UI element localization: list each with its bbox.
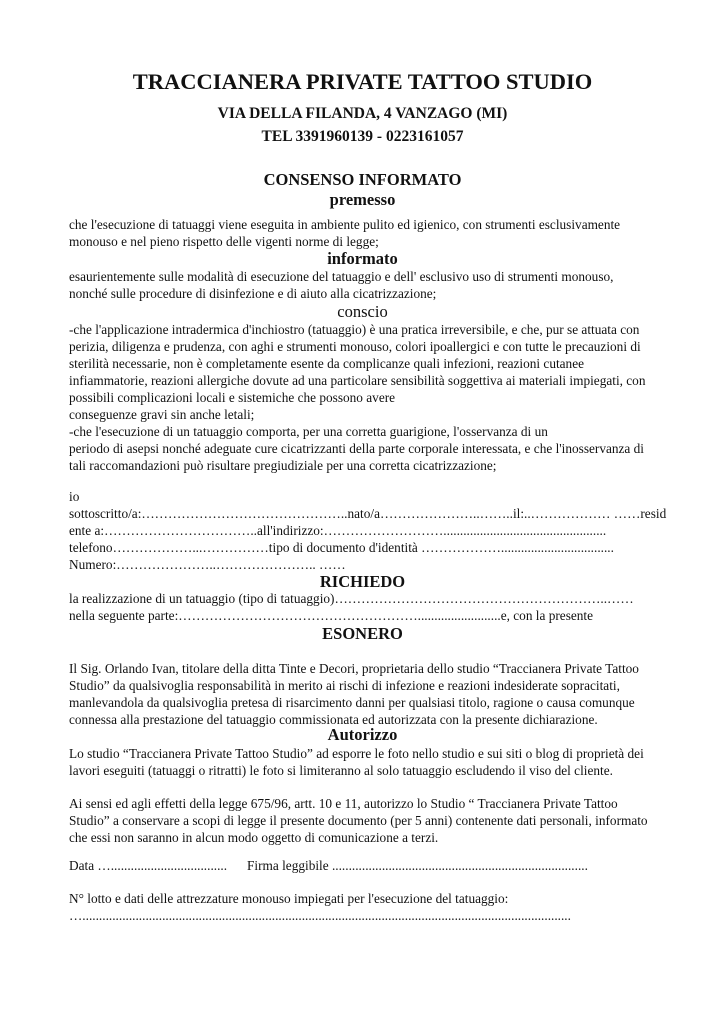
conscio-line-5: possibili complicazioni locali e sistemiche che possono avere	[69, 390, 396, 405]
richiedo-heading: RICHIEDO	[319, 572, 406, 591]
autorizzo-heading: Autorizzo	[327, 725, 398, 744]
autorizzo-line-2: lavori eseguiti (tatuaggi o ritratti) le foto si limiteranno al solo tatuaggio escludendo il viso del cliente.	[69, 763, 613, 778]
studio-address: VIA DELLA FILANDA, 4 VANZAGO (MI)	[217, 105, 508, 122]
form-line-telefono[interactable]: telefono………………...……………tipo di documento d'identità ………………..................................	[69, 540, 614, 555]
esonero-line-3: manlevandola da qualsivoglia pretesa di risarcimento danni per qualsiasi titolo, ragione o causa comunque	[69, 695, 635, 710]
conscio-line-9: tali raccomandazioni può risultare pregiudiziale per una corretta cicatrizzazione;	[69, 458, 497, 473]
consent-title: CONSENSO INFORMATO	[263, 170, 462, 189]
lot-label: N° lotto e dati delle attrezzature monouso impiegati per l'esecuzione del tatuaggio:	[69, 891, 509, 906]
autorizzo-line-1: Lo studio “Traccianera Private Tattoo Studio” ad esporre le foto nello studio e sui siti o blog di proprietà dei	[69, 746, 644, 761]
premesso-line-2: monouso e nel pieno rispetto delle vigenti norme di legge;	[69, 234, 379, 249]
conscio-line-6: conseguenze gravi sin anche letali;	[69, 407, 255, 422]
esonero-line-2: Studio” da qualsivoglia responsabilità in merito ai rischi di infezione e reazioni indesiderate sopracitati,	[69, 678, 620, 693]
form-line-io: io	[69, 489, 80, 504]
premesso-heading: premesso	[329, 190, 396, 209]
date-signature-line[interactable]: Data …................................... Firma leggibile .............................................................................	[69, 858, 588, 873]
richiedo-line-2[interactable]: nella seguente parte:……………………………………………….........................e, con la presente	[69, 608, 594, 623]
premesso-line-1: che l'esecuzione di tatuaggi viene eseguita in ambiente pulito ed igienico, con strumenti esclusivamente	[69, 217, 621, 232]
conscio-line-7: -che l'esecuzione di un tatuaggio comporta, per una corretta guarigione, l'osservanza di un	[69, 424, 548, 439]
form-line-numero[interactable]: Numero:…………………..………………….. ……	[69, 557, 346, 572]
conscio-line-1: -che l'applicazione intradermica d'inchiostro (tatuaggio) è una pratica irreversibile, e che, pur se attuata con	[69, 322, 640, 337]
studio-name: TRACCIANERA PRIVATE TATTOO STUDIO	[132, 69, 593, 94]
informato-line-2: nonché sulle procedure di disinfezione e di aiuto alla cicatrizzazione;	[69, 286, 437, 301]
conscio-heading: conscio	[337, 302, 388, 321]
esonero-heading: ESONERO	[322, 624, 403, 643]
esonero-line-1: Il Sig. Orlando Ivan, titolare della ditta Tinte e Decori, proprietaria dello studio “Traccianera Private Tattoo	[69, 661, 639, 676]
form-line-residenza[interactable]: ente a:……………………………..all'indirizzo:……………………….................................................	[69, 523, 607, 538]
informato-line-1: esaurientemente sulle modalità di esecuzione del tatuaggio e dell' esclusivo uso di strumenti monouso,	[69, 269, 614, 284]
lot-field[interactable]: …...................................................................................................................................................	[69, 908, 571, 923]
conscio-line-3: sterilità necessarie, non è completamente esente da complicanze quali infezioni, reazioni cutanee	[69, 356, 585, 371]
esonero-line-4: connessa alla prestazione del tatuaggio commissionata ed autorizzata con la presente dichiarazione.	[69, 712, 598, 727]
conscio-line-8: periodo di asepsi nonché adeguate cure cicatrizzanti della parte corporale interessata, e che l'inosservanza di	[69, 441, 644, 456]
informato-heading: informato	[327, 249, 398, 268]
form-line-sottoscritto[interactable]: sottoscritto/a:………………………………………..nato/a…………………..……..il:..……………… ……resid	[69, 506, 667, 521]
privacy-line-1: Ai sensi ed agli effetti della legge 675/96, artt. 10 e 11, autorizzo lo Studio “ Traccianera Private Tattoo	[69, 796, 618, 811]
studio-phone: TEL 3391960139 - 0223161057	[261, 128, 464, 145]
privacy-line-3: che essi non saranno in alcun modo oggetto di comunicazione a terzi.	[69, 830, 439, 845]
conscio-line-2: perizia, diligenza e prudenza, con aghi e strumenti monouso, colori ipoallergici e con tutte le precauzioni di	[69, 339, 641, 354]
conscio-line-4: infiammatorie, reazioni allergiche dovute ad una particolare sensibilità soggettiva ai materiali impiegati, con	[69, 373, 646, 388]
richiedo-line-1[interactable]: la realizzazione di un tatuaggio (tipo di tatuaggio)……………………………………………………..……	[69, 591, 634, 606]
privacy-line-2: Studio” a conservare a scopi di legge il presente documento (per 5 anni) contenente dati personali, informato	[69, 813, 648, 828]
